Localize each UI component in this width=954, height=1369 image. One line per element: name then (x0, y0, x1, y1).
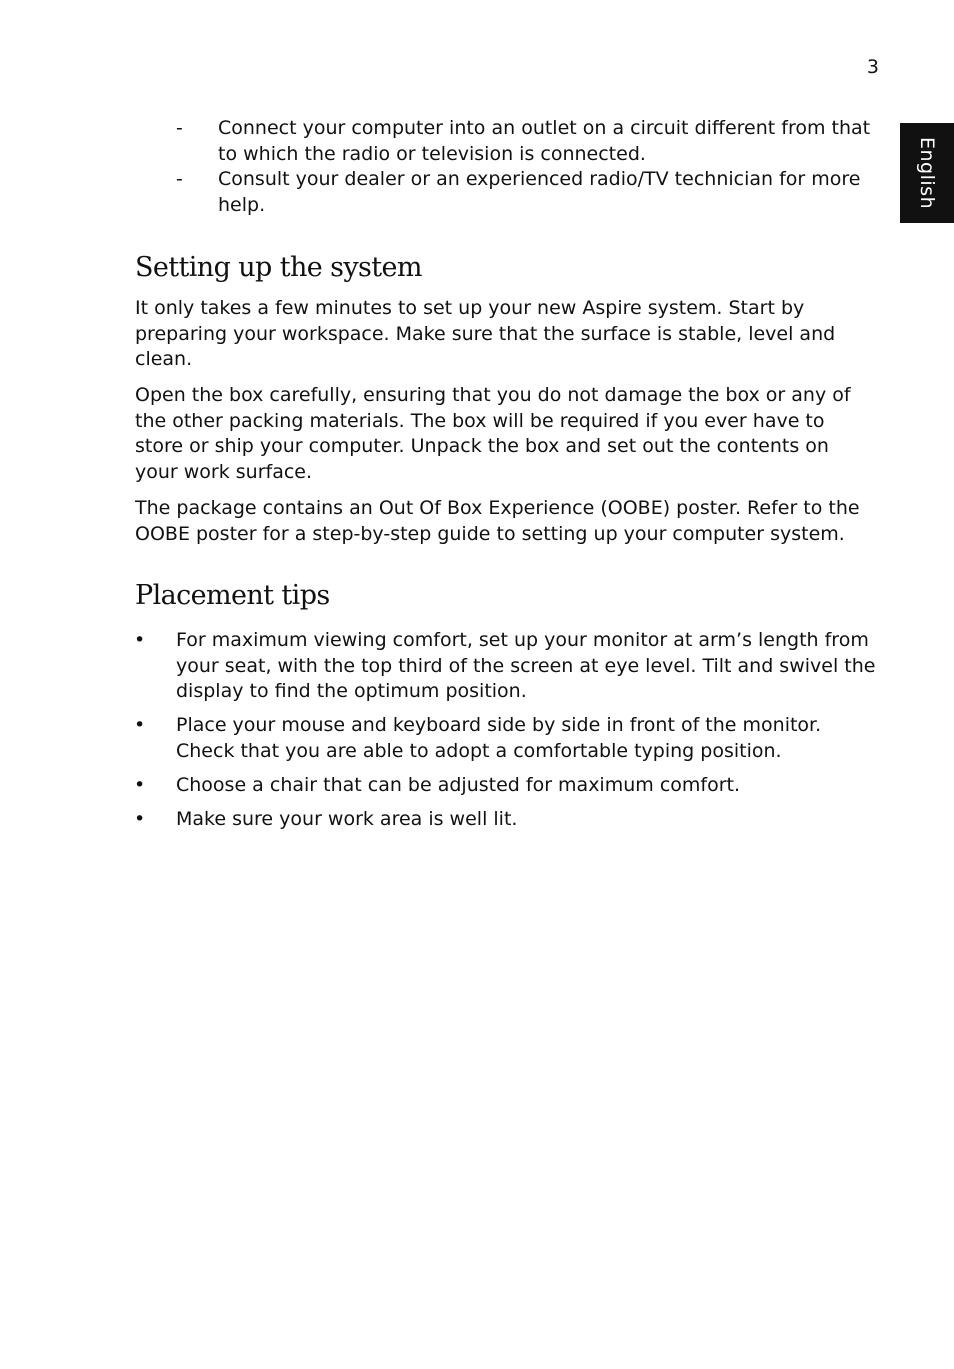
list-item-text: Choose a chair that can be adjusted for maximum comfort. (176, 773, 741, 796)
page-number: 3 (866, 56, 879, 78)
list-item (0, 628, 876, 705)
list-item-text: Connect your computer into an outlet on a circuit different from that to which the radio or television is connected. (218, 117, 871, 165)
setup-paragraph-2: Open the box carefully, ensuring that you do not damage the box or any of the other packing materials. The box will be required if you ever have to store or ship your computer. Unpack the box and set out the contents on your work surface. (135, 384, 851, 483)
bullet-marker: • (134, 714, 146, 736)
list-item-text: Consult your dealer or an experienced radio/TV technician for more help. (218, 168, 861, 216)
dash-marker: - (176, 168, 183, 190)
setup-paragraph-1: It only takes a few minutes to set up your new Aspire system. Start by preparing your workspace. Make sure that the surface is stable, level and clean. (135, 297, 836, 370)
language-tab-label: English (916, 136, 938, 210)
placement-heading: Placement tips (135, 580, 330, 611)
list-item-text: For maximum viewing comfort, set up your monitor at arm’s length from your seat, with the top third of the screen at eye level. Tilt and swivel the display to find the optimum position. (176, 629, 876, 702)
bullet-marker: • (134, 629, 146, 651)
list-item-text: Place your mouse and keyboard side by side in front of the monitor. Check that you are able to adopt a comfortable typing position. (176, 714, 822, 762)
placement-bullet-list (0, 628, 954, 841)
intro-dash-list (0, 116, 954, 218)
list-item (0, 167, 878, 218)
list-item (0, 116, 878, 167)
list-item (0, 807, 876, 833)
list-item (0, 773, 876, 799)
list-item (0, 713, 876, 764)
setup-heading: Setting up the system (135, 252, 422, 283)
setup-paragraph-3: The package contains an Out Of Box Experience (OOBE) poster. Refer to the OOBE poster for a step-by-step guide to setting up your computer system. (135, 497, 860, 545)
list-item-text: Make sure your work area is well lit. (176, 807, 518, 830)
bullet-marker: • (134, 807, 146, 830)
bullet-marker: • (134, 773, 146, 796)
dash-marker: - (176, 117, 183, 139)
